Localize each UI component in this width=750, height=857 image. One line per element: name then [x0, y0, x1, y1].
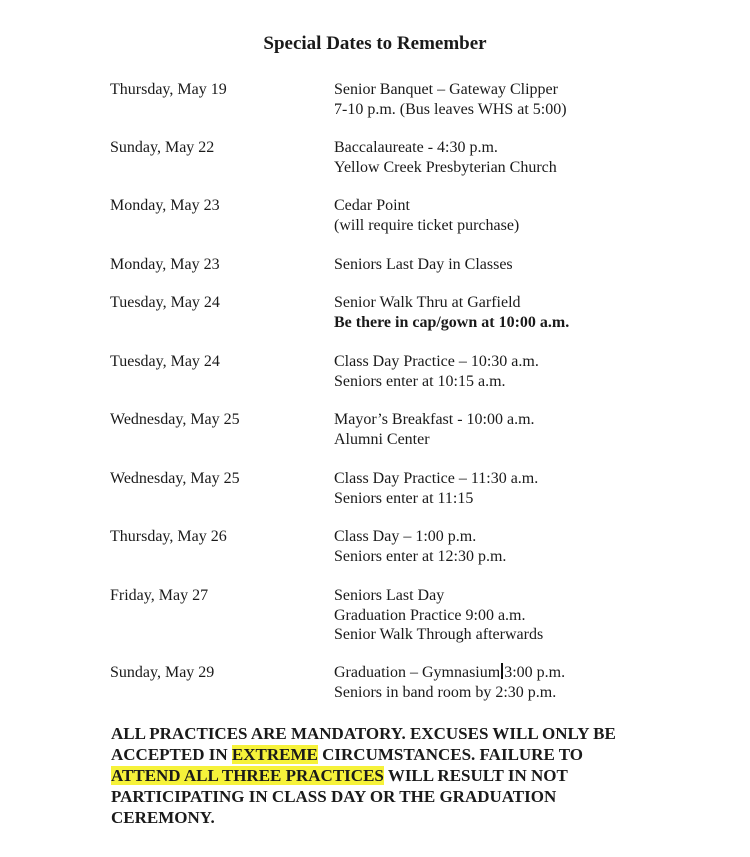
event-date: Friday, May 27	[110, 587, 209, 604]
text-cursor-mark	[501, 663, 503, 679]
event-line: Senior Walk Through afterwards	[334, 626, 544, 643]
event-line-part: 3:00 p.m.	[504, 664, 566, 681]
event-date: Tuesday, May 24	[110, 294, 220, 311]
event-date: Thursday, May 19	[110, 81, 227, 98]
event-details	[334, 410, 535, 449]
event-details	[334, 469, 538, 508]
event-date: Thursday, May 26	[110, 528, 227, 545]
event-date: Monday, May 23	[110, 197, 220, 214]
event-details	[334, 80, 567, 119]
event-line: Yellow Creek Presbyterian Church	[334, 158, 557, 176]
notice-text: WILL RESULT IN NOT	[383, 766, 568, 785]
event-line	[334, 663, 565, 683]
event-date: Sunday, May 29	[110, 664, 215, 681]
event-date: Wednesday, May 25	[110, 411, 240, 428]
event-line: Class Day – 1:00 p.m.	[334, 528, 477, 545]
event-line: Alumni Center	[334, 430, 430, 448]
notice-text: CIRCUMSTANCES. FAILURE TO	[317, 745, 583, 764]
event-details	[334, 255, 513, 275]
event-date: Wednesday, May 25	[110, 470, 240, 487]
event-line: Graduation Practice 9:00 a.m.	[334, 606, 526, 624]
event-date: Sunday, May 22	[110, 139, 215, 156]
notice-line	[111, 744, 671, 765]
event-line: Class Day Practice – 10:30 a.m.	[334, 353, 539, 370]
event-details	[334, 663, 565, 702]
highlighted-text: ATTEND ALL THREE PRACTICES	[111, 766, 384, 785]
event-line: Baccalaureate - 4:30 p.m.	[334, 139, 498, 156]
event-details	[334, 293, 569, 332]
event-details	[334, 352, 539, 391]
event-line: (will require ticket purchase)	[334, 216, 520, 234]
event-line: Senior Walk Thru at Garfield	[334, 294, 521, 311]
notice-line: CEREMONY.	[111, 808, 215, 827]
notice-line: PARTICIPATING IN CLASS DAY OR THE GRADUATION	[111, 787, 557, 806]
notice-line	[111, 765, 671, 786]
event-line: Cedar Point	[334, 197, 410, 214]
event-line: Seniors Last Day in Classes	[334, 256, 513, 273]
event-line: 7-10 p.m. (Bus leaves WHS at 5:00)	[334, 100, 567, 118]
event-line: Senior Banquet – Gateway Clipper	[334, 81, 558, 98]
event-line: Class Day Practice – 11:30 a.m.	[334, 470, 539, 487]
notice-text: ACCEPTED IN	[111, 745, 232, 764]
event-line-emphasis: Be there in cap/gown at 10:00 a.m.	[334, 313, 570, 331]
event-line: Seniors enter at 10:15 a.m.	[334, 372, 506, 390]
highlighted-text: EXTREME	[231, 745, 318, 764]
event-line: Seniors Last Day	[334, 587, 445, 604]
event-line: Seniors enter at 11:15	[334, 489, 474, 507]
event-line: Mayor’s Breakfast - 10:00 a.m.	[334, 411, 535, 428]
event-details	[334, 196, 519, 235]
event-date: Monday, May 23	[110, 256, 220, 273]
event-details	[334, 527, 506, 566]
event-line-part: Graduation – Gymnasium	[334, 664, 501, 681]
event-line: Seniors enter at 12:30 p.m.	[334, 547, 507, 565]
page-title: Special Dates to Remember	[263, 33, 487, 54]
event-line: Seniors in band room by 2:30 p.m.	[334, 683, 557, 701]
event-details	[334, 138, 557, 177]
notice-line: ALL PRACTICES ARE MANDATORY. EXCUSES WILL ONLY BE	[111, 724, 616, 743]
event-date: Tuesday, May 24	[110, 353, 220, 370]
mandatory-notice	[111, 723, 671, 828]
event-details	[334, 586, 543, 645]
